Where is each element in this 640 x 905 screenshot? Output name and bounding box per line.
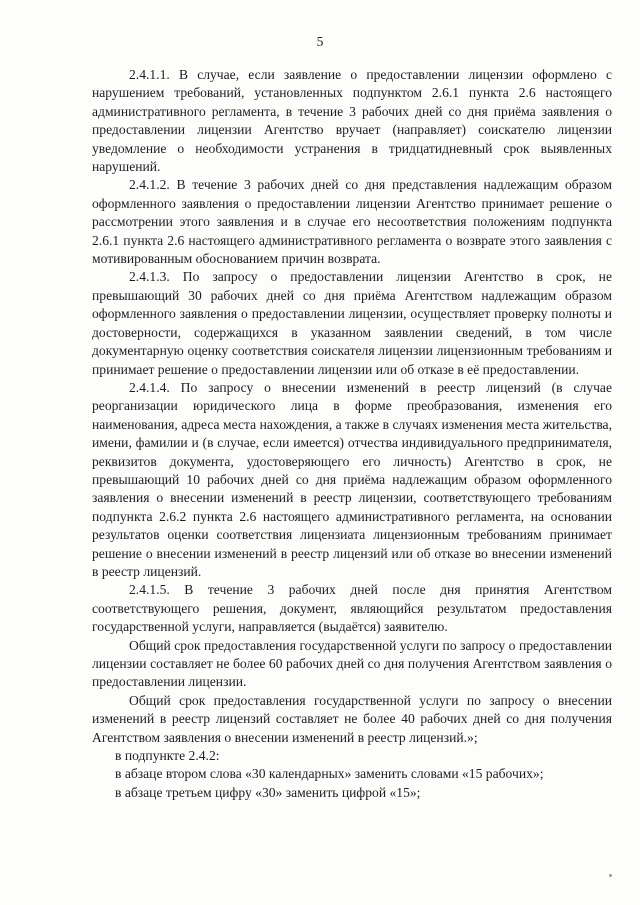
paragraph-2-4-1-3: 2.4.1.3. По запросу о предоставлении лицензии Агентство в срок, не превышающий 30 рабочих дней со дня приёма Агентством надлежащим образом оформленного заявления о предоставлении лицензии, осуществляет проверку полноты и достоверности, содержащихся в указанном заявлении сведений, в том числе документарную оценку соответствия соискателя лицензии лицензионным требованиям и принимает решение о предоставлении лицензии или об отказе в её предоставлении. [92, 269, 612, 377]
amendment-second-paragraph: в абзаце втором слова «30 календарных» заменить словами «15 рабочих»; [115, 766, 544, 782]
scan-speck [609, 874, 612, 877]
paragraph-total-term-changes: Общий срок предоставления государственной услуги по запросу о внесении изменений в реестр лицензий составляет не более 40 рабочих дней со дня получения Агентством заявления о внесении изменений в реестр лицензий.»; [92, 692, 612, 745]
paragraph-2-4-1-1: 2.4.1.1. В случае, если заявление о предоставлении лицензии оформлено с нарушением требований, установленных подпунктом 2.6.1 пункта 2.6 настоящего административного регламента, в течение 3 рабочих дней со дня приёма заявления о предоставлении лицензии Агентство вручает (направляет) соискателю лицензии уведомление о необходимости устранения в тридцатидневный срок выявленных нарушений. [92, 67, 612, 175]
paragraph-total-term-license: Общий срок предоставления государственной услуги по запросу о предоставлении лицензии составляет не более 60 рабочих дней со дня получения Агентством заявления о предоставлении лицензии. [92, 637, 612, 690]
document-body [92, 66, 612, 802]
page-number: 5 [316, 34, 324, 49]
paragraph-2-4-1-2: 2.4.1.2. В течение 3 рабочих дней со дня представления надлежащим образом оформленного заявления о предоставлении лицензии Агентство принимает решение о рассмотрении этого заявления и в случае его несоответствия положениям подпункта 2.6.1 пункта 2.6 настоящего административного регламента о возврате этого заявления с мотивированным обоснованием причин возврата. [92, 177, 612, 267]
amendment-subpoint-2-4-2: в подпункте 2.4.2: [115, 748, 220, 764]
paragraph-2-4-1-4: 2.4.1.4. По запросу о внесении изменений в реестр лицензий (в случае реорганизации юридического лица в форме преобразования, изменения его наименования, адреса места нахождения, а также в случаях изменения места жительства, имени, фамилии и (в случае, если имеется) отчества индивидуального предпринимателя, реквизитов документа, удостоверяющего его личность) Агентство в срок, не превышающий 10 рабочих дней со дня приёма надлежащим образом оформленного заявления о внесении изменений в реестр лицензии, соответствующего требованиям подпункта 2.6.2 пункта 2.6 настоящего административного регламента, на основании результатов оценки соответствия лицензиата лицензионным требованиям принимает решение о внесении изменений в реестр лицензий или об отказе во внесении изменений в реестр лицензий. [92, 379, 612, 579]
amendment-third-paragraph: в абзаце третьем цифру «30» заменить цифрой «15»; [115, 784, 421, 800]
paragraph-2-4-1-5: 2.4.1.5. В течение 3 рабочих дней после дня принятия Агентством соответствующего решения, документ, являющийся результатом предоставления государственной услуги, направляется (выдаётся) заявителю. [92, 582, 612, 635]
